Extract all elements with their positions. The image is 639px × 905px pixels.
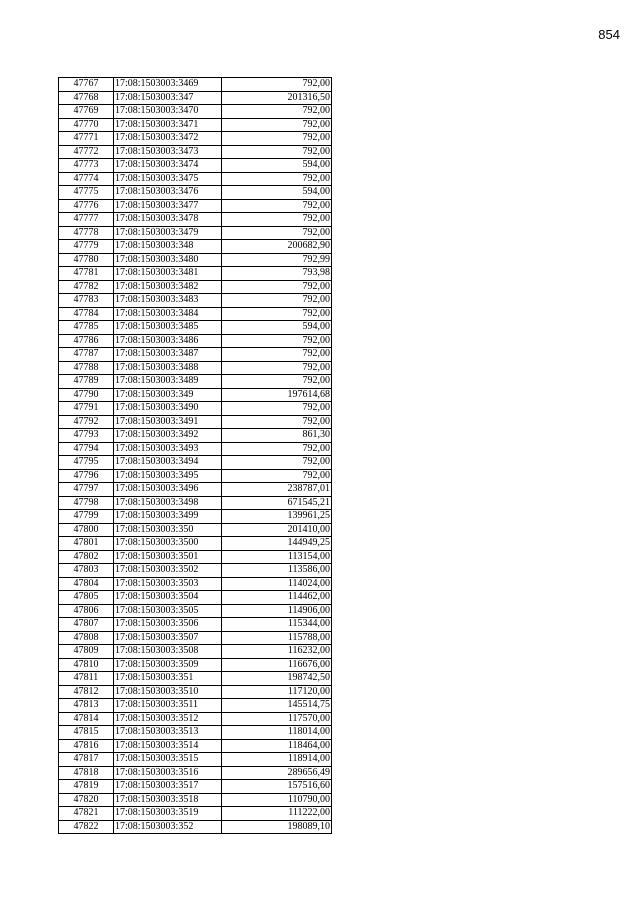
cadastral-value-cell: 792,00 xyxy=(222,307,332,321)
row-number-cell: 47796 xyxy=(59,469,114,483)
cadastral-value-cell: 144949,25 xyxy=(222,537,332,551)
table-row xyxy=(59,402,332,416)
cadastral-number-cell: 17:08:1503003:3479 xyxy=(114,226,222,240)
cadastral-value-cell: 118014,00 xyxy=(222,726,332,740)
cadastral-number-cell: 17:08:1503003:3503 xyxy=(114,577,222,591)
row-number-cell: 47819 xyxy=(59,780,114,794)
cadastral-number-cell: 17:08:1503003:3512 xyxy=(114,712,222,726)
cadastral-value-cell: 792,00 xyxy=(222,78,332,92)
cadastral-value-cell: 792,00 xyxy=(222,280,332,294)
table-row xyxy=(59,793,332,807)
cadastral-number-cell: 17:08:1503003:3504 xyxy=(114,591,222,605)
table-row xyxy=(59,685,332,699)
cadastral-number-cell: 17:08:1503003:3471 xyxy=(114,118,222,132)
cadastral-value-cell: 201316,50 xyxy=(222,91,332,105)
table-row xyxy=(59,456,332,470)
cadastral-value-cell: 114462,00 xyxy=(222,591,332,605)
row-number-cell: 47787 xyxy=(59,348,114,362)
cadastral-number-cell: 17:08:1503003:3494 xyxy=(114,456,222,470)
cadastral-value-cell: 792,00 xyxy=(222,118,332,132)
cadastral-number-cell: 17:08:1503003:3473 xyxy=(114,145,222,159)
cadastral-value-cell: 793,98 xyxy=(222,267,332,281)
row-number-cell: 47808 xyxy=(59,631,114,645)
table-body xyxy=(59,78,332,834)
table-row xyxy=(59,645,332,659)
row-number-cell: 47784 xyxy=(59,307,114,321)
cadastral-number-cell: 17:08:1503003:3501 xyxy=(114,550,222,564)
row-number-cell: 47803 xyxy=(59,564,114,578)
cadastral-number-cell: 17:08:1503003:3499 xyxy=(114,510,222,524)
cadastral-number-cell: 17:08:1503003:3483 xyxy=(114,294,222,308)
cadastral-number-cell: 17:08:1503003:3478 xyxy=(114,213,222,227)
table-row xyxy=(59,267,332,281)
cadastral-value-cell: 861,30 xyxy=(222,429,332,443)
cadastral-number-cell: 17:08:1503003:3519 xyxy=(114,807,222,821)
cadastral-value-table xyxy=(58,77,332,834)
cadastral-value-cell: 117120,00 xyxy=(222,685,332,699)
cadastral-number-cell: 17:08:1503003:3477 xyxy=(114,199,222,213)
cadastral-number-cell: 17:08:1503003:3490 xyxy=(114,402,222,416)
row-number-cell: 47774 xyxy=(59,172,114,186)
cadastral-value-cell: 114024,00 xyxy=(222,577,332,591)
cadastral-value-cell: 792,00 xyxy=(222,213,332,227)
cadastral-number-cell: 17:08:1503003:350 xyxy=(114,523,222,537)
cadastral-number-cell: 17:08:1503003:3509 xyxy=(114,658,222,672)
table-row xyxy=(59,78,332,92)
cadastral-value-cell: 117570,00 xyxy=(222,712,332,726)
row-number-cell: 47818 xyxy=(59,766,114,780)
row-number-cell: 47776 xyxy=(59,199,114,213)
row-number-cell: 47811 xyxy=(59,672,114,686)
cadastral-value-cell: 792,00 xyxy=(222,132,332,146)
cadastral-value-cell: 118914,00 xyxy=(222,753,332,767)
cadastral-value-cell: 198089,10 xyxy=(222,820,332,834)
cadastral-number-cell: 17:08:1503003:3493 xyxy=(114,442,222,456)
cadastral-value-cell: 792,00 xyxy=(222,172,332,186)
row-number-cell: 47781 xyxy=(59,267,114,281)
table-row xyxy=(59,226,332,240)
row-number-cell: 47816 xyxy=(59,739,114,753)
table-row xyxy=(59,253,332,267)
row-number-cell: 47821 xyxy=(59,807,114,821)
row-number-cell: 47795 xyxy=(59,456,114,470)
table-row xyxy=(59,766,332,780)
row-number-cell: 47768 xyxy=(59,91,114,105)
row-number-cell: 47810 xyxy=(59,658,114,672)
cadastral-number-cell: 17:08:1503003:3505 xyxy=(114,604,222,618)
cadastral-number-cell: 17:08:1503003:3472 xyxy=(114,132,222,146)
cadastral-value-cell: 115788,00 xyxy=(222,631,332,645)
cadastral-number-cell: 17:08:1503003:3476 xyxy=(114,186,222,200)
cadastral-number-cell: 17:08:1503003:3516 xyxy=(114,766,222,780)
cadastral-value-cell: 792,00 xyxy=(222,402,332,416)
table-row xyxy=(59,145,332,159)
row-number-cell: 47802 xyxy=(59,550,114,564)
row-number-cell: 47801 xyxy=(59,537,114,551)
cadastral-value-cell: 792,00 xyxy=(222,415,332,429)
cadastral-number-cell: 17:08:1503003:3517 xyxy=(114,780,222,794)
cadastral-number-cell: 17:08:1503003:3513 xyxy=(114,726,222,740)
cadastral-number-cell: 17:08:1503003:3488 xyxy=(114,361,222,375)
cadastral-value-cell: 792,00 xyxy=(222,361,332,375)
table-row xyxy=(59,159,332,173)
cadastral-number-cell: 17:08:1503003:3508 xyxy=(114,645,222,659)
table-row xyxy=(59,375,332,389)
table-row xyxy=(59,591,332,605)
cadastral-value-cell: 594,00 xyxy=(222,186,332,200)
cadastral-value-cell: 114906,00 xyxy=(222,604,332,618)
cadastral-number-cell: 17:08:1503003:3502 xyxy=(114,564,222,578)
table-row xyxy=(59,537,332,551)
cadastral-number-cell: 17:08:1503003:352 xyxy=(114,820,222,834)
table-row xyxy=(59,712,332,726)
cadastral-value-cell: 111222,00 xyxy=(222,807,332,821)
table-row xyxy=(59,699,332,713)
cadastral-number-cell: 17:08:1503003:3491 xyxy=(114,415,222,429)
row-number-cell: 47807 xyxy=(59,618,114,632)
table-row xyxy=(59,807,332,821)
row-number-cell: 47806 xyxy=(59,604,114,618)
table-row xyxy=(59,672,332,686)
row-number-cell: 47798 xyxy=(59,496,114,510)
cadastral-number-cell: 17:08:1503003:3496 xyxy=(114,483,222,497)
cadastral-number-cell: 17:08:1503003:3515 xyxy=(114,753,222,767)
table-row xyxy=(59,577,332,591)
row-number-cell: 47775 xyxy=(59,186,114,200)
row-number-cell: 47789 xyxy=(59,375,114,389)
cadastral-value-cell: 197614,68 xyxy=(222,388,332,402)
cadastral-value-cell: 792,00 xyxy=(222,456,332,470)
row-number-cell: 47813 xyxy=(59,699,114,713)
cadastral-number-cell: 17:08:1503003:3500 xyxy=(114,537,222,551)
cadastral-number-cell: 17:08:1503003:3469 xyxy=(114,78,222,92)
row-number-cell: 47797 xyxy=(59,483,114,497)
cadastral-number-cell: 17:08:1503003:3480 xyxy=(114,253,222,267)
cadastral-value-cell: 139961,25 xyxy=(222,510,332,524)
cadastral-number-cell: 17:08:1503003:3514 xyxy=(114,739,222,753)
row-number-cell: 47815 xyxy=(59,726,114,740)
cadastral-number-cell: 17:08:1503003:348 xyxy=(114,240,222,254)
cadastral-value-cell: 113586,00 xyxy=(222,564,332,578)
cadastral-value-cell: 792,00 xyxy=(222,226,332,240)
table-row xyxy=(59,321,332,335)
row-number-cell: 47777 xyxy=(59,213,114,227)
table-row xyxy=(59,361,332,375)
cadastral-value-cell: 116676,00 xyxy=(222,658,332,672)
table-row xyxy=(59,469,332,483)
cadastral-value-cell: 113154,00 xyxy=(222,550,332,564)
cadastral-number-cell: 17:08:1503003:3489 xyxy=(114,375,222,389)
table-row xyxy=(59,348,332,362)
table-row xyxy=(59,510,332,524)
table-row xyxy=(59,618,332,632)
cadastral-number-cell: 17:08:1503003:3498 xyxy=(114,496,222,510)
cadastral-value-cell: 792,00 xyxy=(222,469,332,483)
cadastral-number-cell: 17:08:1503003:3486 xyxy=(114,334,222,348)
row-number-cell: 47772 xyxy=(59,145,114,159)
cadastral-value-cell: 792,00 xyxy=(222,334,332,348)
row-number-cell: 47820 xyxy=(59,793,114,807)
row-number-cell: 47780 xyxy=(59,253,114,267)
table-row xyxy=(59,726,332,740)
table-row xyxy=(59,739,332,753)
cadastral-value-cell: 145514,75 xyxy=(222,699,332,713)
row-number-cell: 47800 xyxy=(59,523,114,537)
row-number-cell: 47769 xyxy=(59,105,114,119)
row-number-cell: 47805 xyxy=(59,591,114,605)
cadastral-value-cell: 116232,00 xyxy=(222,645,332,659)
table-row xyxy=(59,564,332,578)
cadastral-number-cell: 17:08:1503003:3506 xyxy=(114,618,222,632)
row-number-cell: 47778 xyxy=(59,226,114,240)
row-number-cell: 47794 xyxy=(59,442,114,456)
table-row xyxy=(59,523,332,537)
cadastral-value-cell: 792,00 xyxy=(222,199,332,213)
table-row xyxy=(59,631,332,645)
table-row xyxy=(59,658,332,672)
table-row xyxy=(59,307,332,321)
table-row xyxy=(59,186,332,200)
table-row xyxy=(59,280,332,294)
cadastral-value-cell: 792,00 xyxy=(222,294,332,308)
row-number-cell: 47817 xyxy=(59,753,114,767)
table-row xyxy=(59,496,332,510)
table-row xyxy=(59,820,332,834)
row-number-cell: 47767 xyxy=(59,78,114,92)
row-number-cell: 47793 xyxy=(59,429,114,443)
cadastral-number-cell: 17:08:1503003:3492 xyxy=(114,429,222,443)
page-number: 854 xyxy=(598,27,620,42)
row-number-cell: 47814 xyxy=(59,712,114,726)
row-number-cell: 47804 xyxy=(59,577,114,591)
cadastral-value-cell: 115344,00 xyxy=(222,618,332,632)
cadastral-value-cell: 201410,00 xyxy=(222,523,332,537)
row-number-cell: 47788 xyxy=(59,361,114,375)
cadastral-number-cell: 17:08:1503003:3481 xyxy=(114,267,222,281)
cadastral-value-cell: 110790,00 xyxy=(222,793,332,807)
row-number-cell: 47790 xyxy=(59,388,114,402)
cadastral-value-cell: 792,00 xyxy=(222,442,332,456)
table-row xyxy=(59,550,332,564)
cadastral-number-cell: 17:08:1503003:3474 xyxy=(114,159,222,173)
table-row xyxy=(59,334,332,348)
row-number-cell: 47783 xyxy=(59,294,114,308)
cadastral-value-cell: 792,00 xyxy=(222,348,332,362)
table-row xyxy=(59,132,332,146)
cadastral-value-cell: 671545,21 xyxy=(222,496,332,510)
table-row xyxy=(59,105,332,119)
row-number-cell: 47809 xyxy=(59,645,114,659)
table-row xyxy=(59,604,332,618)
table-row xyxy=(59,483,332,497)
table-row xyxy=(59,429,332,443)
row-number-cell: 47792 xyxy=(59,415,114,429)
table-row xyxy=(59,415,332,429)
row-number-cell: 47782 xyxy=(59,280,114,294)
cadastral-number-cell: 17:08:1503003:3487 xyxy=(114,348,222,362)
table-row xyxy=(59,240,332,254)
row-number-cell: 47771 xyxy=(59,132,114,146)
cadastral-number-cell: 17:08:1503003:3510 xyxy=(114,685,222,699)
cadastral-value-cell: 238787,01 xyxy=(222,483,332,497)
cadastral-value-cell: 118464,00 xyxy=(222,739,332,753)
cadastral-number-cell: 17:08:1503003:3495 xyxy=(114,469,222,483)
row-number-cell: 47773 xyxy=(59,159,114,173)
table-row xyxy=(59,294,332,308)
cadastral-value-cell: 198742,50 xyxy=(222,672,332,686)
table-row xyxy=(59,753,332,767)
table-row xyxy=(59,780,332,794)
row-number-cell: 47770 xyxy=(59,118,114,132)
cadastral-value-cell: 792,00 xyxy=(222,145,332,159)
cadastral-value-cell: 157516,60 xyxy=(222,780,332,794)
cadastral-number-cell: 17:08:1503003:3518 xyxy=(114,793,222,807)
table-row xyxy=(59,91,332,105)
cadastral-number-cell: 17:08:1503003:3507 xyxy=(114,631,222,645)
row-number-cell: 47791 xyxy=(59,402,114,416)
row-number-cell: 47799 xyxy=(59,510,114,524)
cadastral-number-cell: 17:08:1503003:351 xyxy=(114,672,222,686)
row-number-cell: 47785 xyxy=(59,321,114,335)
table-row xyxy=(59,172,332,186)
cadastral-value-cell: 792,99 xyxy=(222,253,332,267)
cadastral-number-cell: 17:08:1503003:349 xyxy=(114,388,222,402)
table-row xyxy=(59,199,332,213)
row-number-cell: 47822 xyxy=(59,820,114,834)
cadastral-value-cell: 594,00 xyxy=(222,159,332,173)
cadastral-value-cell: 289656,49 xyxy=(222,766,332,780)
cadastral-value-cell: 792,00 xyxy=(222,375,332,389)
cadastral-number-cell: 17:08:1503003:3470 xyxy=(114,105,222,119)
cadastral-value-cell: 792,00 xyxy=(222,105,332,119)
cadastral-number-cell: 17:08:1503003:3482 xyxy=(114,280,222,294)
row-number-cell: 47812 xyxy=(59,685,114,699)
row-number-cell: 47786 xyxy=(59,334,114,348)
cadastral-number-cell: 17:08:1503003:3475 xyxy=(114,172,222,186)
table-row xyxy=(59,388,332,402)
cadastral-number-cell: 17:08:1503003:347 xyxy=(114,91,222,105)
cadastral-value-cell: 200682,90 xyxy=(222,240,332,254)
table-row xyxy=(59,213,332,227)
cadastral-number-cell: 17:08:1503003:3484 xyxy=(114,307,222,321)
cadastral-value-cell: 594,00 xyxy=(222,321,332,335)
cadastral-number-cell: 17:08:1503003:3511 xyxy=(114,699,222,713)
cadastral-number-cell: 17:08:1503003:3485 xyxy=(114,321,222,335)
table-row xyxy=(59,442,332,456)
row-number-cell: 47779 xyxy=(59,240,114,254)
table-row xyxy=(59,118,332,132)
